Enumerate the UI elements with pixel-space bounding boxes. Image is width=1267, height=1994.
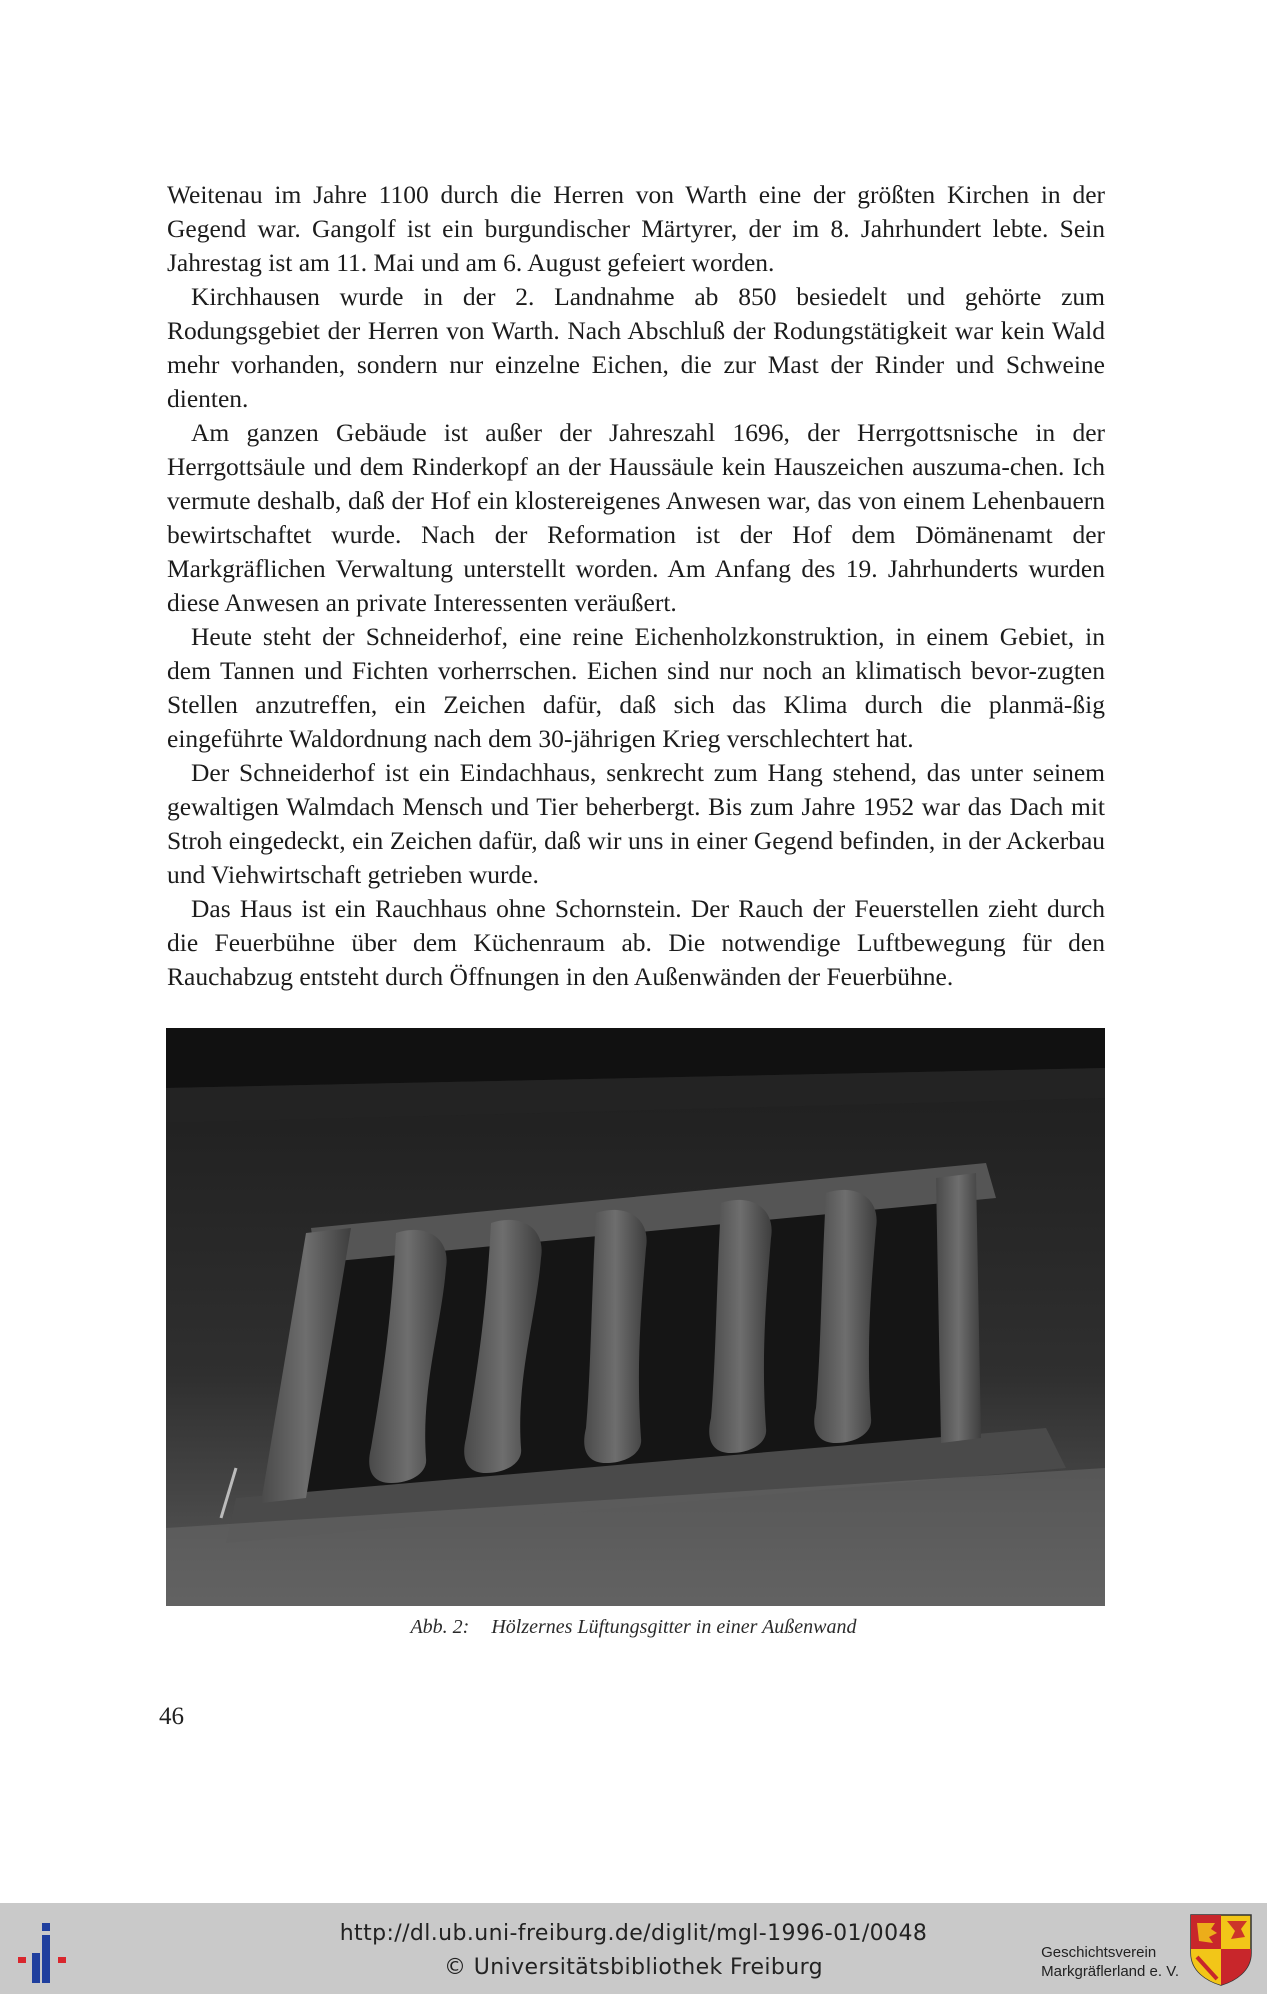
ventilation-grille-photo [166,1028,1105,1606]
figure-caption-text: Hölzernes Lüftungsgitter in einer Außenwand [491,1616,857,1638]
figure-caption [0,1616,1267,1639]
coat-of-arms-icon [1189,1913,1253,1987]
paragraph: Heute steht der Schneiderhof, eine reine Eichenholzkonstruktion, in einem Gebiet, in dem Tannen und Fichten vorherrschen. Eichen sind nur noch an klimatisch bevor-zugten Stellen anzutreffen, ein Zeichen dafür, daß sich das Klima durch die planmä-ßig eingeführte Waldordnung nach dem 30-jährigen Krieg verschlechtert hat. [167,622,1105,753]
photo-illustration [166,1028,1105,1606]
paragraph: Das Haus ist ein Rauchhaus ohne Schornstein. Der Rauch der Feuerstellen zieht durch die Feuerbühne über dem Küchenraum ab. Die notwendige Luftbewegung für den Rauchabzug entsteht durch Öffnungen in den Außenwänden der Feuerbühne. [167,894,1106,991]
society-name: Geschichtsverein Markgräflerland e. V. [1041,1944,1179,1980]
paragraph: Der Schneiderhof ist ein Eindachhaus, senkrecht zum Hang stehend, das unter seinem gewaltigen Walmdach Mensch und Tier beherbergt. Bis zum Jahre 1952 war das Dach mit Stroh eingedeckt, ein Zeichen dafür, daß wir uns in einer Gegend befinden, in der Ackerbau und Viehwirtschaft getrieben wurde. [167,758,1106,889]
paragraph: Am ganzen Gebäude ist außer der Jahreszahl 1696, der Herrgottsnische in der Herrgottsäule und dem Rinderkopf an der Haussäule kein Hauszeichen auszuma-chen. Ich vermute deshalb, daß der Hof ein klostereigenes Anwesen war, das von einem Lehenbauern bewirtschaftet wurde. Nach der Reformation ist der Hof dem Dömänenamt der Markgräflichen Verwaltung unterstellt worden. Am Anfang des 19. Jahrhunderts wurden diese Anwesen an private Interessenten veräußert. [167,418,1106,617]
figure-label: Abb. 2: [410,1616,470,1638]
paragraph: Kirchhausen wurde in der 2. Landnahme ab 850 besiedelt und gehörte zum Rodungsgebiet der Herren von Warth. Nach Abschluß der Rodungstätigkeit war kein Wald mehr vorhanden, sondern nur einzelne Eichen, die zur Mast der Rinder und Schweine dienten. [167,282,1106,413]
footer-bar [0,1903,1267,1994]
paragraph: Weitenau im Jahre 1100 durch die Herren von Warth eine der größten Kirchen in der Gegend war. Gangolf ist ein burgundischer Märtyrer, der im 8. Jahrhundert lebte. Sein Jahrestag ist am 11. Mai und am 6. August gefeiert worden. [167,180,1106,277]
page-number: 46 [159,1703,184,1730]
copyright-text: © Universitätsbibliothek Freiburg [443,1955,824,1980]
document-url[interactable]: http://dl.ub.uni-freiburg.de/diglit/mgl-1996-01/0048 [339,1921,928,1946]
page-text [167,178,1105,994]
